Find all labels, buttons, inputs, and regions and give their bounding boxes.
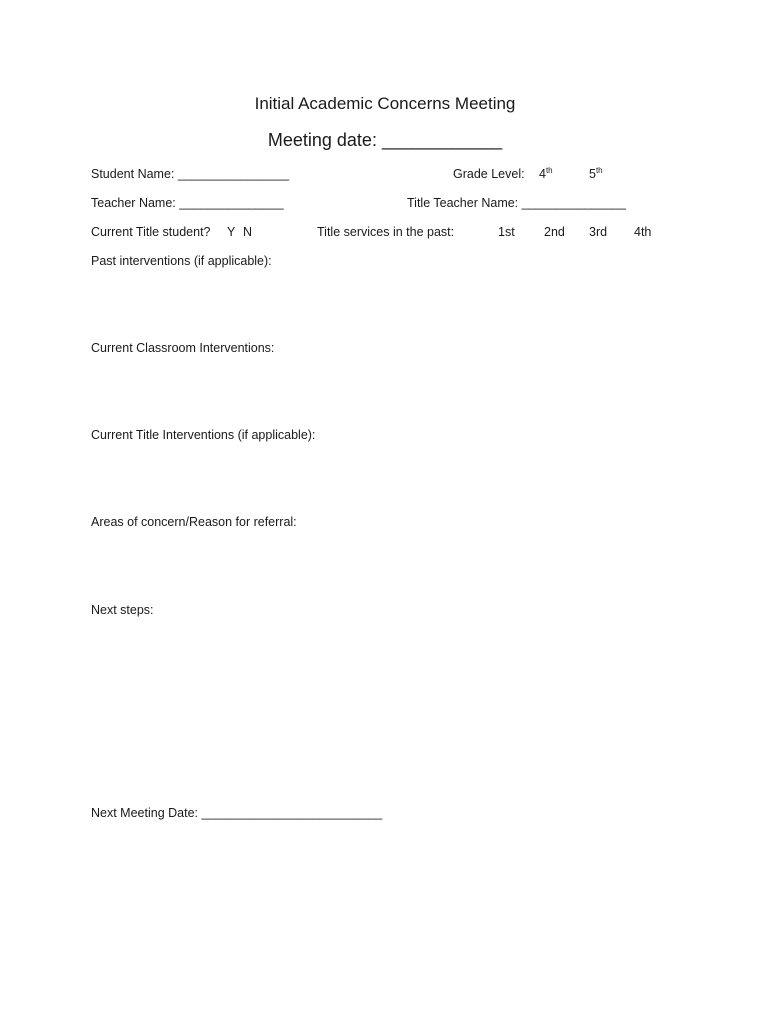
meeting-date-label: Meeting date: <box>267 130 377 150</box>
next-steps-label: Next steps: <box>91 603 154 617</box>
form-title: Initial Academic Concerns Meeting <box>254 94 516 113</box>
student-name-label: Student Name: <box>91 167 175 181</box>
grade-option-5[interactable]: 5th <box>589 166 603 181</box>
past-interventions-label: Past interventions (if applicable): <box>91 254 272 268</box>
grade-option-4[interactable]: 4th <box>539 166 553 181</box>
current-title-label: Current Title student? <box>91 225 211 239</box>
teacher-name-field <box>91 195 284 211</box>
next-meeting-field <box>91 805 382 821</box>
service-option-4th[interactable]: 4th <box>634 225 652 239</box>
next-meeting-blank[interactable]: __________________________ <box>201 806 383 820</box>
service-option-2nd[interactable]: 2nd <box>544 225 565 239</box>
title-interventions-label: Current Title Interventions (if applicable): <box>91 428 316 442</box>
teacher-name-label: Teacher Name: <box>91 196 176 210</box>
areas-of-concern-label: Areas of concern/Reason for referral: <box>91 515 297 529</box>
title-services-label: Title services in the past: <box>317 225 455 239</box>
student-name-field <box>91 166 289 182</box>
student-name-blank[interactable]: ________________ <box>177 167 290 181</box>
meeting-date-blank[interactable]: ____________ <box>381 130 503 150</box>
meeting-date-line <box>0 130 770 151</box>
classroom-interventions-label: Current Classroom Interventions: <box>91 341 275 355</box>
next-meeting-label: Next Meeting Date: <box>91 806 198 820</box>
title-teacher-blank[interactable]: _______________ <box>521 196 626 210</box>
service-option-1st[interactable]: 1st <box>498 225 515 239</box>
title-teacher-field <box>407 195 626 211</box>
yes-option[interactable]: Y <box>227 225 236 239</box>
title-teacher-label: Title Teacher Name: <box>407 196 519 210</box>
service-option-3rd[interactable]: 3rd <box>589 225 608 239</box>
no-option[interactable]: N <box>243 225 253 239</box>
teacher-name-blank[interactable]: _______________ <box>179 196 284 210</box>
grade-level-label: Grade Level: <box>453 167 525 181</box>
